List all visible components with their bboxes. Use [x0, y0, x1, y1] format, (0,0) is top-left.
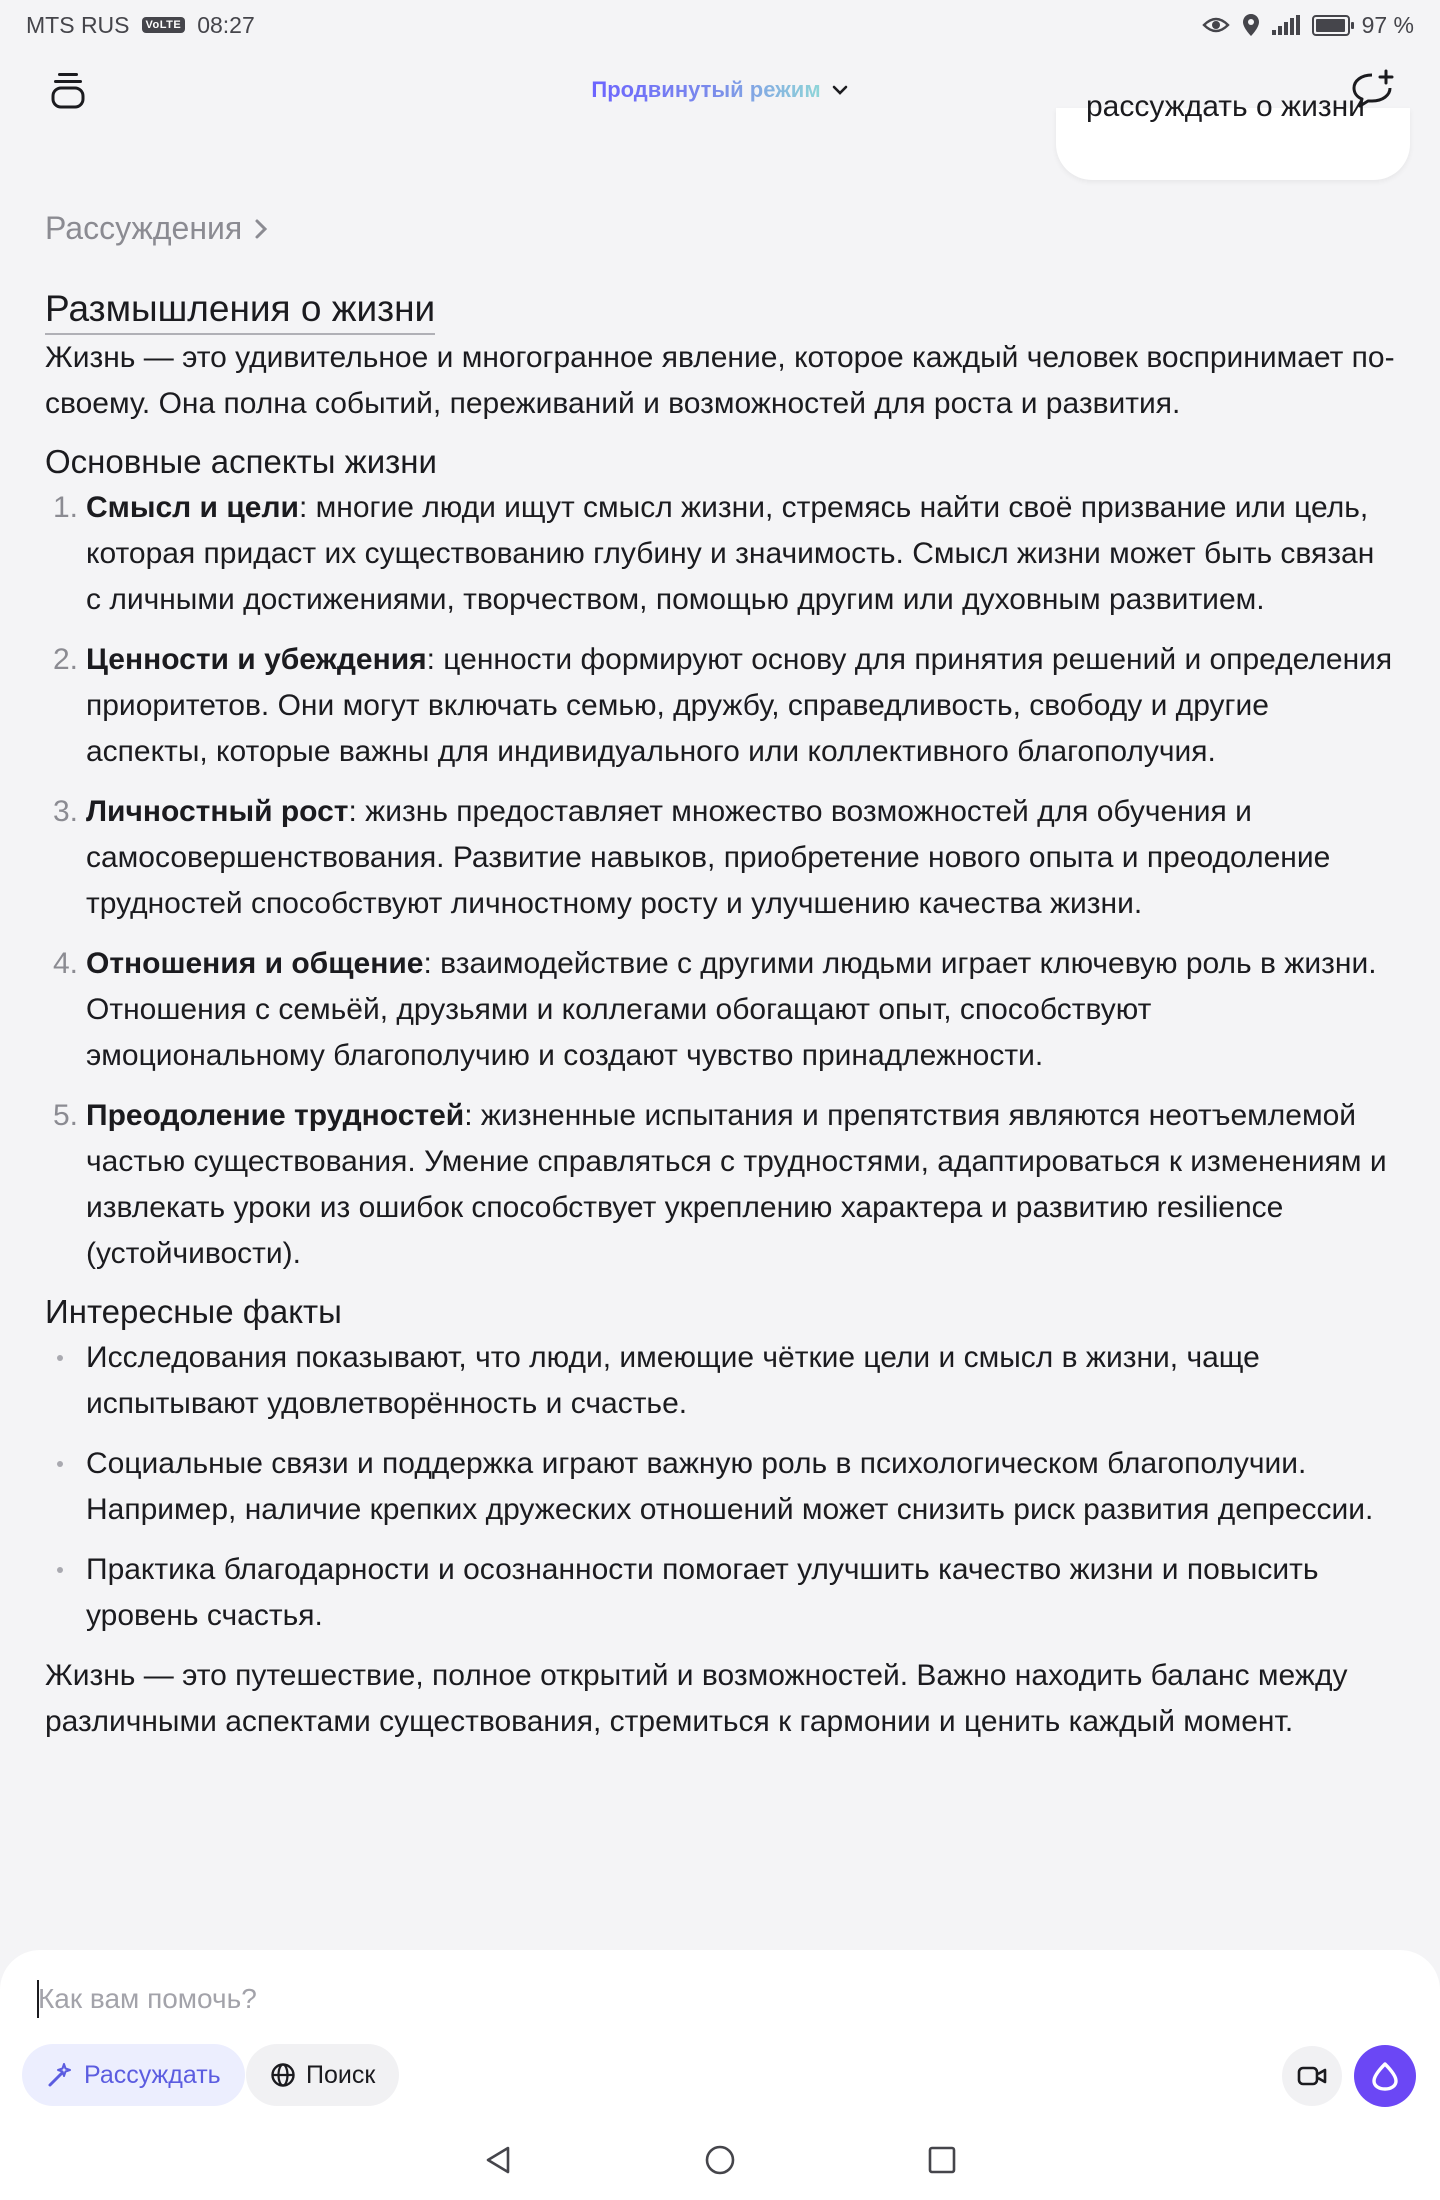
item-text: : взаимодействие с другими людьми играет ключевую роль в жизни. Отношения с семьёй, друзьями и коллегами обогащают опыт, способствуют эмоциональному благополучию и создают чувство принадлежности. — [86, 947, 1377, 1072]
item-number: 2. — [53, 643, 79, 676]
list-item — [45, 941, 1395, 1079]
fact-text: Практика благодарности и осознанности помогает улучшить качество жизни и повысить уровень счастья. — [86, 1553, 1319, 1632]
bullet-icon — [57, 1355, 63, 1361]
list-item — [45, 1335, 1395, 1427]
item-text: : жизненные испытания и препятствия являются неотъемлемой частью существования. Умение справляться с трудностями, адаптироваться к изменениям и извлекать уроки из ошибок способствует укреплению характера и развитию resilience (устойчивости). — [86, 1099, 1387, 1270]
list-item — [45, 1093, 1395, 1277]
list-item — [45, 1547, 1395, 1639]
search-chip-label: Поиск — [306, 2060, 376, 2089]
item-term: Преодоление трудностей — [86, 1099, 465, 1132]
item-text: : многие люди ищут смысл жизни, стремясь найти своё призвание или цель, которая придаст их существованию глубину и значимость. Смысл жизни может быть связан с личными достижениями, творчеством, помощью другим или духовным развитием. — [86, 491, 1375, 616]
volte-badge: VoLTE — [142, 17, 186, 33]
list-item — [45, 1441, 1395, 1533]
item-term: Смысл и цели — [86, 491, 299, 524]
bullet-icon — [57, 1567, 63, 1573]
video-camera-icon — [1297, 2065, 1327, 2087]
chevron-right-icon — [254, 218, 268, 240]
reasoning-link[interactable] — [45, 210, 268, 247]
item-term: Отношения и общение — [86, 947, 424, 980]
item-number: 1. — [53, 491, 79, 524]
item-number: 4. — [53, 947, 79, 980]
user-message-text: рассуждать о жизни — [1086, 90, 1365, 123]
system-navigation-bar — [0, 2120, 1440, 2200]
conclusion-paragraph: Жизнь — это путешествие, полное открытий и возможностей. Важно находить баланс между различными аспектами существования, стремиться к гармонии и ценить каждый момент. — [45, 1659, 1348, 1738]
facts-heading: Интересные факты — [45, 1293, 342, 1330]
user-message-bubble — [1056, 90, 1410, 180]
chevron-down-icon — [831, 84, 849, 96]
location-icon — [1242, 13, 1260, 37]
list-item — [45, 485, 1395, 623]
composer-panel — [0, 1950, 1440, 2200]
reasoning-label: Рассуждения — [45, 210, 243, 246]
aspects-list — [45, 485, 1395, 1277]
clock: 08:27 — [197, 11, 255, 38]
mode-label: Продвинутый режим — [591, 77, 821, 102]
voice-assistant-button[interactable] — [1354, 2045, 1416, 2107]
back-icon[interactable] — [482, 2144, 514, 2176]
status-bar — [0, 0, 1440, 50]
item-text: : жизнь предоставляет множество возможностей для обучения и самосовершенствования. Развитие навыков, приобретение нового опыта и преодоление трудностей способствуют личностному росту и улучшению качества жизни. — [86, 795, 1331, 920]
search-toggle-button[interactable] — [246, 2044, 399, 2106]
globe-icon — [270, 2062, 296, 2088]
list-item — [45, 637, 1395, 775]
battery-level: 97 % — [1361, 11, 1414, 38]
bullet-icon — [57, 1461, 63, 1467]
sparkle-wand-icon — [46, 2061, 74, 2089]
message-input[interactable] — [36, 1972, 1340, 2026]
stack-menu-icon — [50, 70, 86, 110]
video-call-button[interactable] — [1282, 2046, 1342, 2106]
reason-toggle-button[interactable] — [22, 2044, 245, 2106]
intro-paragraph: Жизнь — это удивительное и многогранное явление, которое каждый человек воспринимает по-своему. Она полна событий, переживаний и возможностей для роста и развития. — [45, 341, 1395, 420]
item-number: 3. — [53, 795, 79, 828]
item-term: Личностный рост — [86, 795, 349, 828]
battery-icon — [1312, 15, 1350, 36]
text-cursor — [37, 1980, 39, 2018]
assistant-answer — [45, 210, 1395, 1745]
menu-button[interactable] — [40, 62, 96, 118]
item-term: Ценности и убеждения — [86, 643, 427, 676]
aspects-heading: Основные аспекты жизни — [45, 443, 437, 480]
list-item — [45, 789, 1395, 927]
item-number: 5. — [53, 1099, 79, 1132]
fact-text: Социальные связи и поддержка играют важную роль в психологическом благополучии. Например, наличие крепких дружеских отношений может снизить риск развития депрессии. — [86, 1447, 1374, 1526]
carrier-name: MTS RUS — [26, 11, 130, 38]
eye-icon — [1202, 15, 1230, 35]
signal-icon — [1272, 15, 1300, 35]
answer-title: Размышления о жизни — [45, 287, 435, 335]
item-text: : ценности формируют основу для принятия решений и определения приоритетов. Они могут включать семью, дружбу, справедливость, свободу и другие аспекты, которые важны для индивидуального или коллективного благополучия. — [86, 643, 1393, 768]
facts-list — [45, 1335, 1395, 1639]
recents-icon[interactable] — [926, 2144, 958, 2176]
fact-text: Исследования показывают, что люди, имеющие чёткие цели и смысл в жизни, чаще испытывают удовлетворённость и счастье. — [86, 1341, 1260, 1420]
alice-assistant-icon — [1369, 2060, 1401, 2092]
home-icon[interactable] — [704, 2144, 736, 2176]
reason-chip-label: Рассуждать — [84, 2060, 221, 2089]
mode-selector[interactable] — [591, 77, 848, 103]
